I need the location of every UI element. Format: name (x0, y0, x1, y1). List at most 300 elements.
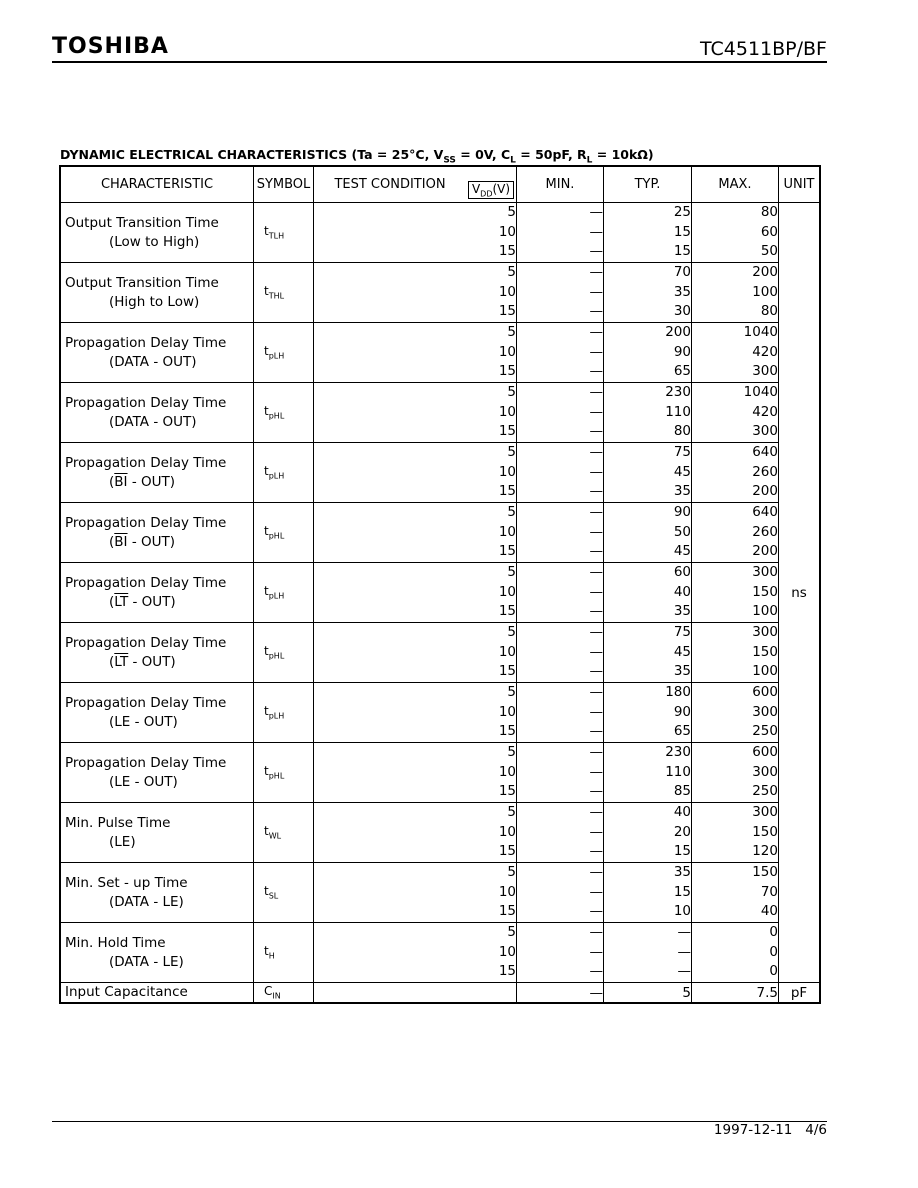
value: 15 (498, 363, 516, 379)
condition-cell (314, 683, 467, 743)
value: 10 (498, 343, 516, 360)
value: — (589, 564, 603, 580)
symbol-cell: $C_{IN}$ (254, 983, 314, 1004)
characteristic-name: Propagation Delay Time (65, 514, 227, 531)
value: 15 (673, 243, 691, 259)
value: 15 (498, 603, 516, 619)
value: 5 (507, 864, 516, 880)
value: — (589, 744, 603, 760)
value: 10 (498, 463, 516, 480)
min-cell (517, 803, 604, 863)
value: 10 (498, 583, 516, 600)
condition-cell (314, 443, 467, 503)
value: — (589, 204, 603, 220)
value: 10 (498, 943, 516, 960)
characteristic-name: Min. Set - up Time (65, 874, 188, 891)
value: — (589, 483, 603, 499)
value: — (589, 603, 603, 619)
value: 300 (752, 804, 778, 820)
value: 600 (752, 684, 778, 700)
value: 20 (673, 823, 691, 840)
vdd-cell (466, 683, 517, 743)
typ-cell (604, 803, 692, 863)
value: — (589, 963, 603, 979)
value: — (589, 723, 603, 739)
symbol-cell: $t_{pLH}$ (254, 683, 314, 743)
value: 25 (673, 204, 691, 220)
characteristic-cell (60, 923, 254, 983)
characteristic-condition: (LE) (109, 833, 136, 850)
col-unit: UNIT (779, 166, 821, 203)
characteristic-condition: (DATA - OUT) (109, 353, 197, 370)
table-row (60, 203, 820, 263)
symbol-cell: $t_{TLH}$ (254, 203, 314, 263)
value: 600 (752, 744, 778, 760)
symbol-cell: $t_{pHL}$ (254, 743, 314, 803)
value: 110 (665, 403, 691, 420)
value: — (589, 703, 603, 720)
characteristic-name: Propagation Delay Time (65, 334, 227, 351)
max-cell: 7.5 (692, 983, 779, 1004)
value: 1040 (743, 384, 778, 400)
dynamic-characteristics-table (59, 165, 821, 1004)
value: 5 (507, 384, 516, 400)
value: — (589, 223, 603, 240)
characteristic-cell (60, 443, 254, 503)
symbol-cell: $t_{SL}$ (254, 863, 314, 923)
value: 15 (673, 223, 691, 240)
symbol-cell: $t_{pLH}$ (254, 563, 314, 623)
value: 10 (498, 223, 516, 240)
value: 35 (673, 483, 691, 499)
value: 10 (498, 703, 516, 720)
value: 90 (673, 504, 691, 520)
value: 5 (507, 204, 516, 220)
typ-cell (604, 383, 692, 443)
max-cell (692, 923, 779, 983)
typ-cell (604, 863, 692, 923)
value: 30 (673, 303, 691, 319)
characteristic-name: Propagation Delay Time (65, 394, 227, 411)
value: 250 (752, 783, 778, 799)
condition-cell (314, 203, 467, 263)
characteristic-condition: (LE - OUT) (109, 713, 178, 730)
symbol-cell: $t_{pHL}$ (254, 623, 314, 683)
characteristic-name: Output Transition Time (65, 214, 219, 231)
value: 10 (498, 523, 516, 540)
value: — (589, 924, 603, 940)
table-row (60, 503, 820, 563)
value: 40 (673, 804, 691, 820)
value: 15 (498, 723, 516, 739)
typ-cell (604, 443, 692, 503)
value: 15 (498, 903, 516, 919)
value: 300 (752, 703, 778, 720)
value: 80 (760, 204, 778, 220)
characteristic-cell (60, 803, 254, 863)
value: 5 (507, 564, 516, 580)
value: 65 (673, 723, 691, 739)
value: — (589, 763, 603, 780)
value: 15 (498, 663, 516, 679)
col-condition: TEST CONDITION (314, 166, 467, 203)
characteristic-condition: (High to Low) (109, 293, 200, 310)
value: — (589, 403, 603, 420)
characteristic-cell (60, 563, 254, 623)
value: 90 (673, 343, 691, 360)
condition-cell (314, 623, 467, 683)
value: — (677, 963, 691, 979)
vdd-cell (466, 323, 517, 383)
value: 5 (507, 804, 516, 820)
symbol-cell: $t_{pLH}$ (254, 443, 314, 503)
value: 250 (752, 723, 778, 739)
value: — (589, 783, 603, 799)
characteristic-condition: $(\overline{BI} - OUT)$ (109, 533, 176, 550)
value: — (589, 624, 603, 640)
value: 80 (760, 303, 778, 319)
value: 80 (673, 423, 691, 439)
value: 300 (752, 564, 778, 580)
min-cell (517, 743, 604, 803)
value: — (677, 924, 691, 940)
characteristic-cell (60, 743, 254, 803)
characteristic-condition: $(\overline{BI} - OUT)$ (109, 473, 176, 490)
table-row (60, 683, 820, 743)
characteristic-cell (60, 323, 254, 383)
symbol-cell: $t_{WL}$ (254, 803, 314, 863)
characteristic-condition: (LE - OUT) (109, 773, 178, 790)
max-cell (692, 623, 779, 683)
max-cell (692, 383, 779, 443)
characteristic-condition: $(\overline{LT} - OUT)$ (109, 653, 176, 670)
max-cell (692, 863, 779, 923)
vdd-cell (466, 443, 517, 503)
value: 85 (673, 783, 691, 799)
condition-cell (314, 503, 467, 563)
col-vdd: $V_{DD}(V)$ (466, 166, 517, 203)
value: 5 (507, 744, 516, 760)
min-cell (517, 863, 604, 923)
characteristic-cell (60, 503, 254, 563)
value: 300 (752, 363, 778, 379)
value: 35 (673, 663, 691, 679)
value: 420 (752, 403, 778, 420)
condition-cell (314, 803, 467, 863)
value: 200 (665, 324, 691, 340)
min-cell (517, 323, 604, 383)
max-cell (692, 503, 779, 563)
value: 15 (498, 483, 516, 499)
unit-cell: pF (779, 983, 821, 1004)
characteristic-name: Propagation Delay Time (65, 454, 227, 471)
condition-cell (314, 983, 517, 1004)
vdd-cell (466, 743, 517, 803)
value: — (589, 684, 603, 700)
value: 260 (752, 463, 778, 480)
value: 5 (507, 324, 516, 340)
value: 300 (752, 763, 778, 780)
col-typ: TYP. (604, 166, 692, 203)
table-row (60, 263, 820, 323)
value: 110 (665, 763, 691, 780)
typ-cell (604, 323, 692, 383)
value: 300 (752, 423, 778, 439)
value: 5 (507, 444, 516, 460)
value: 50 (760, 243, 778, 259)
condition-cell (314, 323, 467, 383)
value: — (589, 283, 603, 300)
characteristic-cell (60, 203, 254, 263)
max-cell (692, 443, 779, 503)
vdd-cell (466, 563, 517, 623)
table-row (60, 563, 820, 623)
max-cell (692, 203, 779, 263)
brand-logo: TOSHIBA (52, 34, 169, 59)
characteristic-cell (60, 383, 254, 443)
value: 35 (673, 603, 691, 619)
value: 35 (673, 864, 691, 880)
value: 5 (507, 684, 516, 700)
value: 150 (752, 823, 778, 840)
value: — (589, 543, 603, 559)
unit-cell: ns (779, 203, 821, 983)
value: 5 (507, 264, 516, 280)
table-row (60, 623, 820, 683)
value: 40 (760, 903, 778, 919)
value: 230 (665, 744, 691, 760)
value: 0 (769, 924, 778, 940)
characteristic-cell (60, 683, 254, 743)
value: — (589, 324, 603, 340)
characteristic-cell (60, 863, 254, 923)
value: 200 (752, 264, 778, 280)
typ-cell (604, 623, 692, 683)
value: 10 (498, 823, 516, 840)
vdd-cell (466, 803, 517, 863)
value: 230 (665, 384, 691, 400)
value: 65 (673, 363, 691, 379)
characteristic-condition: (DATA - LE) (109, 953, 184, 970)
min-cell (517, 623, 604, 683)
value: 15 (498, 543, 516, 559)
value: — (589, 843, 603, 859)
table-body (60, 203, 820, 1004)
typ-cell (604, 203, 692, 263)
value: 200 (752, 543, 778, 559)
value: 15 (673, 843, 691, 859)
value: — (589, 343, 603, 360)
value: — (589, 444, 603, 460)
value: — (589, 663, 603, 679)
characteristic-condition: (DATA - LE) (109, 893, 184, 910)
table-row (60, 323, 820, 383)
vdd-cell (466, 923, 517, 983)
min-cell (517, 503, 604, 563)
header-rule (52, 61, 827, 63)
col-min: MIN. (517, 166, 604, 203)
value: 150 (752, 643, 778, 660)
value: 150 (752, 583, 778, 600)
value: 75 (673, 624, 691, 640)
value: — (589, 643, 603, 660)
value: 5 (507, 924, 516, 940)
table-title: DYNAMIC ELECTRICAL CHARACTERISTICS (Ta = 25°C, $V_{SS} = 0V$, $C_L = 50pF$, $R_L = 10k\Omega$) (60, 147, 654, 166)
value: — (589, 463, 603, 480)
value: — (589, 384, 603, 400)
value: 70 (760, 883, 778, 900)
value: 15 (498, 423, 516, 439)
value: — (589, 943, 603, 960)
value: 420 (752, 343, 778, 360)
symbol-cell: $t_{pHL}$ (254, 503, 314, 563)
max-cell (692, 323, 779, 383)
min-cell (517, 563, 604, 623)
vdd-cell (466, 263, 517, 323)
characteristic-name: Propagation Delay Time (65, 754, 227, 771)
value: 120 (752, 843, 778, 859)
value: — (589, 804, 603, 820)
max-cell (692, 743, 779, 803)
value: 45 (673, 463, 691, 480)
value: 40 (673, 583, 691, 600)
value: 15 (498, 243, 516, 259)
symbol-cell: $t_{pHL}$ (254, 383, 314, 443)
condition-cell (314, 863, 467, 923)
footer-rule (52, 1121, 827, 1122)
min-cell (517, 203, 604, 263)
value: 15 (498, 783, 516, 799)
value: 10 (498, 883, 516, 900)
value: 10 (673, 903, 691, 919)
table-row (60, 983, 820, 1004)
typ-cell (604, 263, 692, 323)
characteristic-condition: $(\overline{LT} - OUT)$ (109, 593, 176, 610)
min-cell (517, 383, 604, 443)
value: — (589, 883, 603, 900)
characteristic-name: Propagation Delay Time (65, 694, 227, 711)
value: — (589, 583, 603, 600)
value: 35 (673, 283, 691, 300)
value: 100 (752, 603, 778, 619)
value: — (677, 943, 691, 960)
value: 150 (752, 864, 778, 880)
value: 10 (498, 403, 516, 420)
col-max: MAX. (692, 166, 779, 203)
col-symbol: SYMBOL (254, 166, 314, 203)
typ-cell (604, 563, 692, 623)
max-cell (692, 683, 779, 743)
characteristic-cell (60, 263, 254, 323)
value: — (589, 864, 603, 880)
value: 10 (498, 283, 516, 300)
value: 75 (673, 444, 691, 460)
value: 100 (752, 283, 778, 300)
table-row (60, 803, 820, 863)
value: 100 (752, 663, 778, 679)
value: 60 (760, 223, 778, 240)
table-row (60, 443, 820, 503)
typ-cell (604, 683, 692, 743)
value: 90 (673, 703, 691, 720)
max-cell (692, 803, 779, 863)
characteristic-condition: (DATA - OUT) (109, 413, 197, 430)
min-cell: — (517, 983, 604, 1004)
table-row (60, 863, 820, 923)
value: 10 (498, 643, 516, 660)
min-cell (517, 923, 604, 983)
value: — (589, 523, 603, 540)
value: 45 (673, 643, 691, 660)
min-cell (517, 263, 604, 323)
table-row (60, 923, 820, 983)
value: 45 (673, 543, 691, 559)
value: — (589, 903, 603, 919)
value: — (589, 823, 603, 840)
value: 200 (752, 483, 778, 499)
vdd-cell (466, 383, 517, 443)
value: — (589, 243, 603, 259)
value: 70 (673, 264, 691, 280)
table-row (60, 743, 820, 803)
condition-cell (314, 743, 467, 803)
characteristic-name: Input Capacitance (60, 983, 254, 1004)
value: 5 (507, 504, 516, 520)
value: 50 (673, 523, 691, 540)
value: 640 (752, 444, 778, 460)
characteristic-condition: (Low to High) (109, 233, 200, 250)
value: 15 (498, 303, 516, 319)
max-cell (692, 263, 779, 323)
value: 15 (498, 843, 516, 859)
characteristic-name: Propagation Delay Time (65, 634, 227, 651)
value: 0 (769, 963, 778, 979)
vdd-cell (466, 623, 517, 683)
min-cell (517, 683, 604, 743)
part-number: TC4511BP/BF (700, 38, 827, 60)
value: 260 (752, 523, 778, 540)
table-header-row (60, 166, 820, 203)
value: 15 (498, 963, 516, 979)
value: 5 (507, 624, 516, 640)
condition-cell (314, 383, 467, 443)
characteristic-cell (60, 623, 254, 683)
characteristic-name: Min. Pulse Time (65, 814, 171, 831)
typ-cell (604, 743, 692, 803)
condition-cell (314, 563, 467, 623)
typ-cell (604, 503, 692, 563)
value: 60 (673, 564, 691, 580)
value: 10 (498, 763, 516, 780)
vdd-cell (466, 503, 517, 563)
value: 180 (665, 684, 691, 700)
vdd-cell (466, 203, 517, 263)
value: 15 (673, 883, 691, 900)
value: — (589, 423, 603, 439)
max-cell (692, 563, 779, 623)
condition-cell (314, 923, 467, 983)
value: — (589, 363, 603, 379)
min-cell (517, 443, 604, 503)
typ-cell: 5 (604, 983, 692, 1004)
value: 1040 (743, 324, 778, 340)
value: — (589, 504, 603, 520)
vdd-cell (466, 863, 517, 923)
characteristic-name: Output Transition Time (65, 274, 219, 291)
symbol-cell: $t_{pLH}$ (254, 323, 314, 383)
symbol-cell: $t_H$ (254, 923, 314, 983)
value: 300 (752, 624, 778, 640)
